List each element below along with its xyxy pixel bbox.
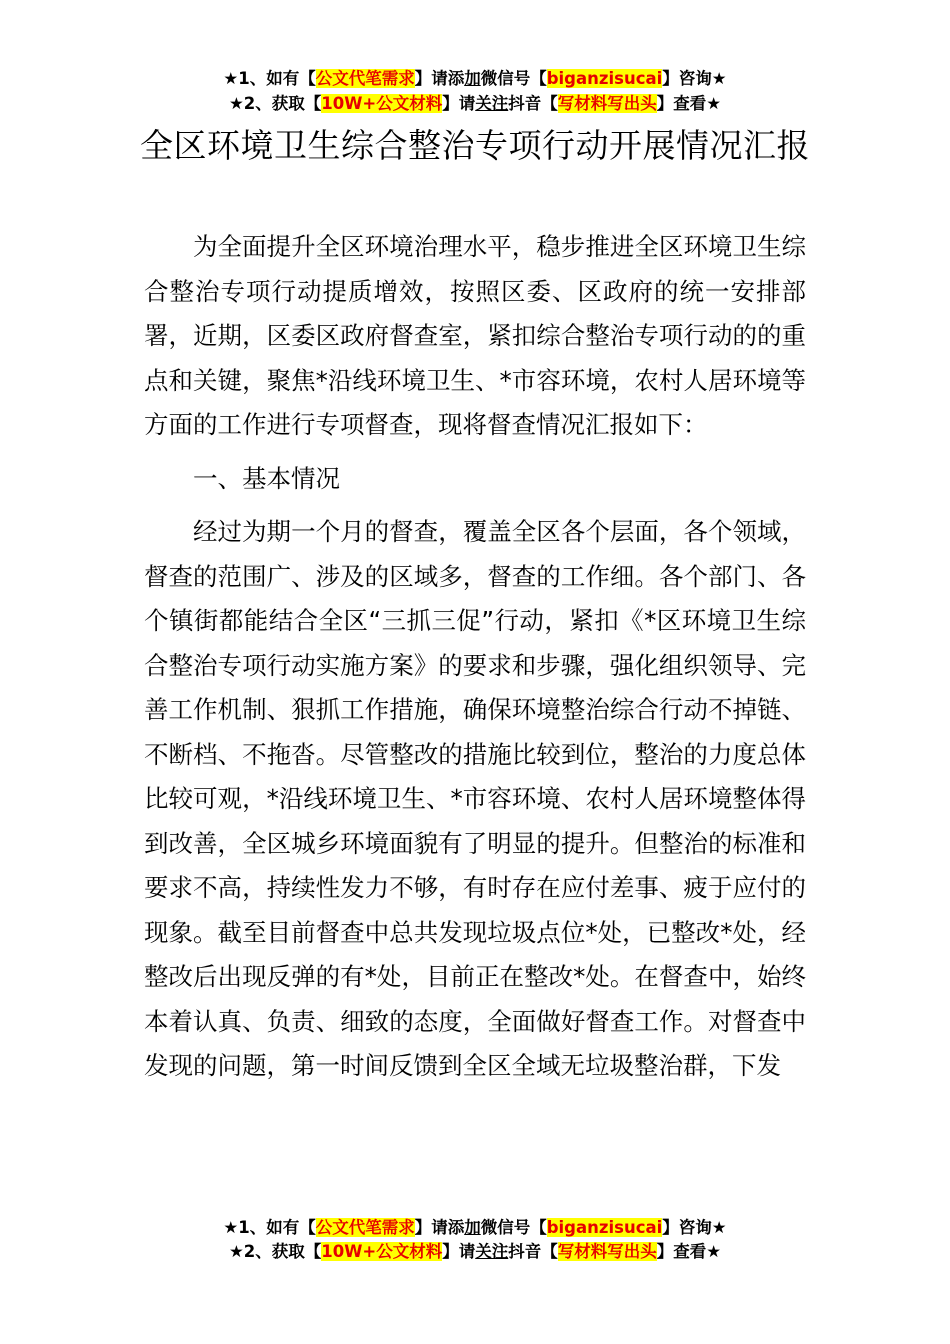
banner-text: 】请添 bbox=[414, 1218, 465, 1237]
banner-highlight: 公文代笔需求 bbox=[315, 69, 415, 88]
banner-text: 】请 bbox=[442, 94, 476, 113]
banner-highlight: 写材料写出头 bbox=[557, 94, 657, 113]
banner-highlight: 10W+公文材料 bbox=[321, 94, 443, 113]
promo-banner-bottom-line-2 bbox=[0, 1240, 950, 1264]
banner-text: 抖音【 bbox=[508, 94, 558, 113]
promo-banner-top-line-2 bbox=[0, 92, 950, 116]
banner-highlight: biganzisucai bbox=[546, 69, 663, 88]
banner-text: 微信号【 bbox=[480, 69, 547, 88]
banner-highlight: biganzisucai bbox=[546, 1218, 663, 1237]
banner-underlined-text: 关注 bbox=[475, 94, 509, 113]
banner-text: 抖音【 bbox=[508, 1242, 558, 1261]
document-title: 全区环境卫生综合整治专项行动开展情况汇报 bbox=[140, 126, 810, 165]
banner-underlined-text: 加 bbox=[464, 1218, 481, 1237]
banner-prefix: ★2、获取【 bbox=[228, 1242, 322, 1261]
banner-prefix: ★2、获取【 bbox=[228, 94, 322, 113]
banner-underlined-text: 加 bbox=[464, 69, 481, 88]
banner-text: 】请 bbox=[442, 1242, 476, 1261]
banner-text: 】请添 bbox=[414, 69, 465, 88]
banner-prefix: ★1、如有【 bbox=[223, 1218, 316, 1237]
body-paragraph: 经过为期一个月的督查，覆盖全区各个层面，各个领域，督查的范围广、涉及的区域多，督查的工作细。各个部门、各个镇街都能结合全区“三抓三促”行动，紧扣《*区环境卫生综合整治专项行动实施方案》的要求和步骤，强化组织领导、完善工作机制、狠抓工作措施，确保环境整治综合行动不掉链、不断档、不拖沓。尽管整改的措施比较到位，整治的力度总体比较可观，*沿线环境卫生、*市容环境、农村人居环境整体得到改善，全区城乡环境面貌有了明显的提升。但整治的标准和要求不高，持续性发力不够，有时存在应付差事、疲于应付的现象。截至目前督查中总共发现垃圾点位*处，已整改*处，经整改后出现反弹的有*处，目前正在整改*处。在督查中，始终本着认真、负责、细致的态度，全面做好督查工作。对督查中发现的问题，第一时间反馈到全区全域无垃圾整治群，下发 bbox=[144, 517, 806, 1080]
promo-banner-top-line-1 bbox=[0, 67, 950, 91]
banner-highlight: 公文代笔需求 bbox=[315, 1218, 415, 1237]
document-body bbox=[144, 225, 806, 1089]
intro-paragraph: 为全面提升全区环境治理水平，稳步推进全区环境卫生综合整治专项行动提质增效，按照区委、区政府的统一安排部署，近期，区委区政府督查室，紧扣综合整治专项行动的的重点和关键，聚焦*沿线环境卫生、*市容环境，农村人居环境等方面的工作进行专项督查，现将督查情况汇报如下： bbox=[144, 232, 806, 439]
banner-suffix: 】咨询★ bbox=[662, 1218, 727, 1237]
banner-highlight: 10W+公文材料 bbox=[321, 1242, 443, 1261]
promo-banner-bottom-line-1 bbox=[0, 1216, 950, 1240]
banner-suffix: 】咨询★ bbox=[662, 69, 727, 88]
banner-suffix: 】查看★ bbox=[656, 94, 722, 113]
banner-text: 微信号【 bbox=[480, 1218, 547, 1237]
banner-suffix: 】查看★ bbox=[656, 1242, 722, 1261]
banner-prefix: ★1、如有【 bbox=[223, 69, 316, 88]
section-heading: 一、基本情况 bbox=[193, 463, 340, 493]
banner-highlight: 写材料写出头 bbox=[557, 1242, 657, 1261]
banner-underlined-text: 关注 bbox=[475, 1242, 509, 1261]
